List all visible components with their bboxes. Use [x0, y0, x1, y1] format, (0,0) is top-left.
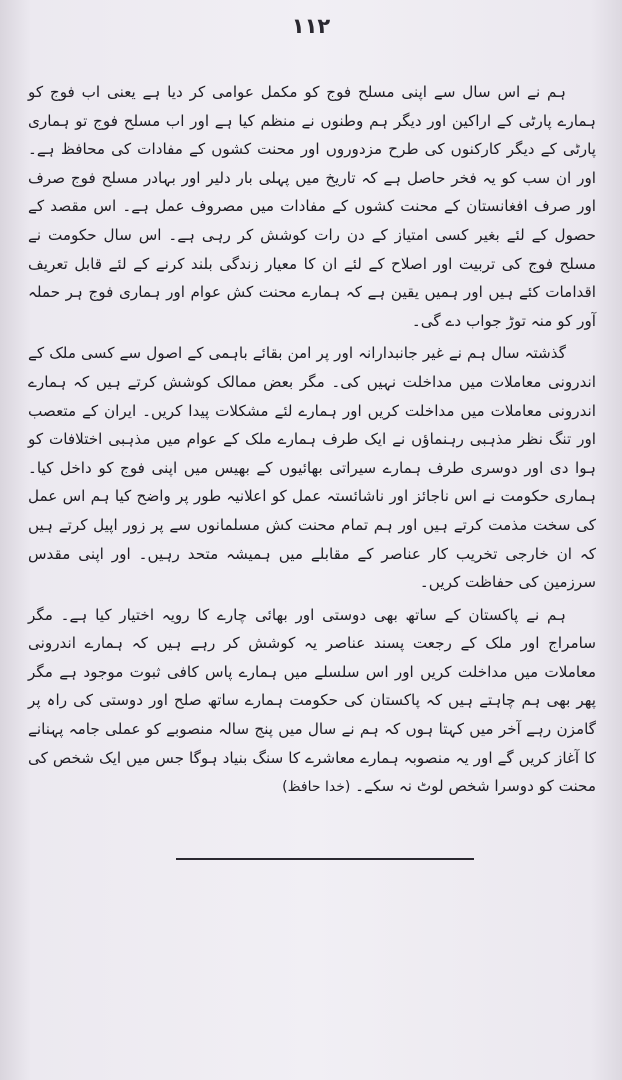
paragraph-text: ہم نے پاکستان کے ساتھ بھی دوستی اور بھائی چارے کا رویہ اختیار کیا ہے۔ مگر سامراج اور ملک کے رجعت پسند عناصر یہ کوشش کر رہے ہیں کہ ہمارے اندرونی معاملات میں مداخلت کریں اور اس سلسلے میں ہمارے پاس کافی ثبوت موجود ہے مگر پھر بھی ہم چاہتے ہیں کہ پاکستان کی حکومت ہمارے ساتھ صلح اور دوستی کی راہ پر گامزن رہے آخر میں کہتا ہوں کہ ہم نے سال میں پنج سالہ منصوبے کو عملی جامہ پہنانے کا آغاز کریں گے اور یہ منصوبہ ہمارے معاشرے کا سنگ بنیاد ہوگا جس میں ایک شخص کی محنت کو دوسرا شخص لوٹ نہ سکے۔: [28, 605, 596, 796]
document-body: [28, 78, 596, 802]
paragraph-pakistan-relations: [28, 601, 596, 802]
paragraph-foreign-policy-iran: گذشتہ سال ہم نے غیر جانبدارانہ اور پر امن بقائے باہمی کے اصول سے کسی ملک کے اندرونی معاملات میں مداخلت نہیں کی۔ مگر بعض ممالک کوشش کرتے ہیں کہ ہمارے اندرونی معاملات میں مداخلت کریں اور ہمارے لئے مشکلات پیدا کریں۔ ایران کے متعصب اور تنگ نظر مذہبی رہنماؤں نے ایک طرف ہمارے ملک کے عوام میں مذہبی اختلافات کو ہوا دی اور دوسری طرف ہمارے سیراتی بھائیوں کے بھیس میں اپنی فوج کو داخل کیا۔ ہماری حکومت نے اس ناجائز اور ناشائستہ عمل کو اعلانیہ طور پر واضح کیا ہم اس عمل کی سخت مذمت کرتے ہیں اور ہم تمام محنت کش مسلمانوں سے پر زور اپیل کرتے ہیں کہ ان خارجی تخریب کار عناصر کے مقابلے میں ہمیشہ متحد رہیں۔ اور اپنی مقدس سرزمین کی حفاظت کریں۔: [28, 344, 596, 592]
page-number: ۱۱۲: [291, 14, 331, 38]
paragraph-armed-forces: ہم نے اس سال سے اپنی مسلح فوج کو مکمل عوامی کر دیا ہے یعنی اب فوج کو ہمارے پارٹی کے اراکین اور دیگر ہم وطنوں نے منظم کیا ہے اور اب مسلح فوج تو ہماری پارٹی کے دیگر کارکنوں کی طرح مزدوروں اور محنت کشوں کے مفادات کی محافظ ہے۔ اور ان سب کو یہ فخر حاصل ہے کہ تاریخ میں پہلی بار دلیر اور بہادر مسلح فوج صرف اور صرف افغانستان کے محنت کشوں کے مفادات میں مصروف عمل ہے۔ اس مقصد کے حصول کے لئے بغیر کسی امتیاز کے دن رات کوشش کر رہی ہے۔ اس سال حکومت نے مسلح فوج کی تربیت اور اصلاح کے لئے ان کا معیار زندگی بلند کرنے کے لئے قابل تعریف اقدامات کئے ہیں اور ہمیں یقین ہے کہ ہمارے محنت کش عوام اور ہماری فوج ہر حملہ آور کو منہ توڑ جواب دے گی۔: [28, 83, 596, 330]
horizontal-rule: [176, 858, 474, 860]
closing-signoff: (خدا حافظ): [282, 779, 351, 796]
